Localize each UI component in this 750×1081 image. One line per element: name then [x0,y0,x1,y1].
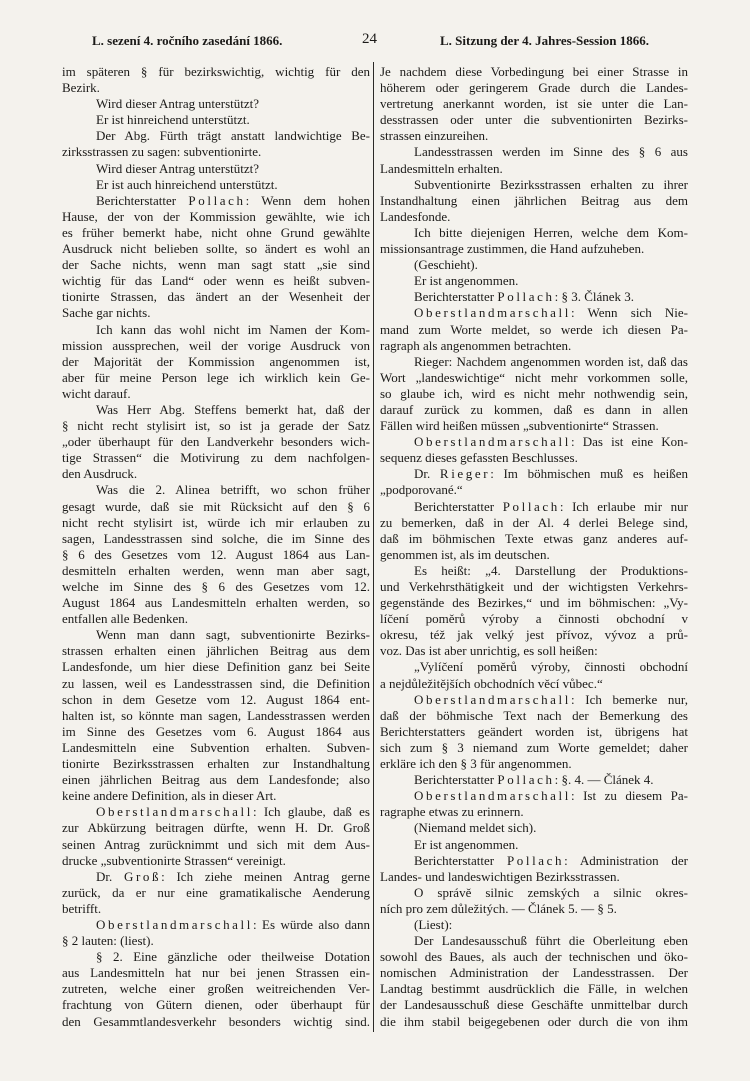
text-line: okresu, též jak velký jest přívoz, vývoz a prů- [380,627,688,643]
speaker-name: Groß [124,868,162,884]
paragraph [62,482,370,627]
text-line: den Gesammtlandesverkehr besonders wichtig sind. [62,1013,370,1029]
speaker-name: Oberstlandmarschall [96,804,253,820]
text-line: Landesmitteln eine Subvention erhalten. Subven- [62,739,370,755]
text-line: Landesfonde, um hier diese Definition ganz bei Seite [62,659,370,675]
text-line: Instandhaltung einen jährlichen Beitrag aus dem [380,192,688,208]
speaker-title: Berichterstatter [414,289,498,305]
speech-text: : Ich ziehe meinen Antrag gerne [161,868,370,884]
paragraph [380,64,688,144]
text-line: Wird dieser Antrag unterstützt? [96,160,260,176]
paragraph [380,354,688,434]
text-line: zu bemerken, daß in der Al. 4 derlei Belege sind, [380,514,688,530]
paragraph [380,885,688,917]
text-line: ragraphe etwas zu erinnern. [380,804,524,820]
text-line: líčení poměrů výroby a činnosti obchodní v [380,611,688,627]
text-line: mission aussprechen, weil der vorige Ausdruck von [62,337,370,353]
text-line: halten ist, so könnte man sagen, Landesstrassen werden [62,707,370,723]
text-line: welche im Sinne des § 6 des Gesetzes vom 12. [62,579,370,594]
text-line [62,917,370,933]
speaker-title: Dr. [414,466,440,482]
text-line: „podporované.“ [380,482,463,498]
text-line: sagen, Landesstrassen sind solche, die im Sinne des [62,530,370,546]
text-line: betrifft. [62,900,102,916]
text-line [62,193,370,209]
text-line: es früher bemerkt habe, nicht ohne Grund gewählte [62,224,370,240]
right-column [380,64,688,1030]
text-line: Hause, der von der Kommission gewählte, wie ich [62,208,370,224]
text-line: § 2 lauten: (liest). [62,933,154,949]
paragraph [380,853,688,885]
text-line: Er ist auch hinreichend unterstützt. [96,176,278,192]
paragraph [380,820,688,836]
speech-text: : Wenn dem hohen [245,192,370,208]
speaker-name: Oberstlandmarschall [414,788,571,804]
paragraph [62,322,370,402]
text-line: desstrassen oder unter die subventionirten Bezirks- [380,112,688,128]
text-line: sowohl des Baues, als auch der technischen und öko- [380,949,688,965]
text-line: Sache gar nichts. [62,305,151,321]
text-line [380,853,688,869]
paragraph [380,563,688,660]
speaker-title: Berichterstatter [414,498,503,514]
paragraph [62,402,370,482]
running-header-german: L. Sitzung der 4. Jahres-Session 1866. [440,33,649,48]
text-line: zur Abkürzung beitragen dürfte, wenn H. Dr. Groß [62,820,370,836]
text-line: Ich kann das wohl nicht im Namen der Kom- [96,321,370,337]
text-line: darauf zurück zu kommen, daß es dann in allen [380,401,688,417]
text-line: Es heißt: „4. Darstellung der Produktions- [414,562,688,578]
paragraph [380,772,688,788]
paragraph [62,177,370,193]
text-line: Bezirk. [62,80,100,96]
paragraph [380,692,688,772]
text-line: Subventionirte Bezirksstrassen erhalten zu ihrer [414,176,688,192]
text-line: strassen einzureihen. [380,128,489,144]
text-line: genommen ist, als im deutschen. [380,546,550,562]
paragraph [380,499,688,563]
speaker-title: Dr. [96,868,124,884]
text-line [62,869,370,885]
text-line: Er ist hinreichend unterstützt. [96,112,250,128]
paragraph [62,869,370,917]
text-line: Er ist angenommen. [414,273,519,289]
text-line [380,305,688,321]
text-line: der Majorität der Kommission angenommen ist, [62,353,370,369]
speaker-title: Berichterstatter [414,772,498,788]
paragraph [380,144,688,176]
text-line: gegenstände des Bezirkes,“ und im böhmischen: „Vy- [380,595,688,611]
text-line: tionirte Bezirksstrassen erhalten zur Instandhaltung [62,756,370,772]
text-line: strassen erhalten einen jährlichen Beitrag aus dem [62,643,370,659]
text-line: ních pro zem důležitých. — Článek 5. — § 5. [380,900,617,916]
text-line: im Sinne des Gesetzes vom 6. August 1864 aus [62,723,370,739]
text-line: Was Herr Abg. Steffens bemerkt hat, daß der [96,401,370,417]
text-line: Rieger: Nachdem angenommen worden ist, daß das [414,353,688,369]
text-line: aus Landesmitteln hat nur bei jenen Strassen ein- [62,965,370,981]
speech-text: : Ich erlaube mir nur [559,498,688,514]
text-line: Fällen wird heißen müssen „subventionirte“ Strassen. [380,418,659,434]
text-line: Landesmitteln erhalten. [380,160,503,176]
text-line [380,434,688,450]
paragraph [62,64,370,96]
text-line: § 2. Eine gänzliche oder theilweise Dotation [96,949,370,965]
paragraph [380,933,688,1030]
text-line: Landtag bestimmt ausdrücklich die Fälle, in welchen [380,981,688,997]
speech-text: : Wenn sich Nie- [570,305,688,321]
paragraph [62,128,370,160]
text-line: und Verkehrsthätigkeit und der wichtigsten Verkehrs- [380,579,688,594]
text-line: mand zum Worte meldet, so werde ich diesen Pa- [380,321,688,337]
text-line: seinen Antrag zurücknimmt und sich mit dem Aus- [62,836,370,852]
paragraph [62,917,370,949]
paragraph [62,112,370,128]
paragraph [62,804,370,868]
text-line: schon in dem Gesetze vom 12. August 1864 ent- [62,691,370,707]
paragraph [380,177,688,225]
speaker-title: Berichterstatter [96,192,189,208]
text-line: der Sache nichts, wenn man sagt statt „sie sind [62,257,370,273]
paragraph [62,161,370,177]
text-line: missionsantrage zustimmen, die Hand aufzuheben. [380,241,645,257]
text-line: daß im böhmischen Texte etwas ganz anderes auf- [380,530,688,546]
text-line: Landesstrassen werden im Sinne des § 6 aus [414,144,688,160]
text-line: a nejdůležitějších obchodních věcí vůbec.“ [380,675,603,691]
text-line [380,772,688,788]
text-line: wichtig für das Land“ oder wenn es heißt subven- [62,273,370,289]
text-line: „Vylíčení poměrů výroby, činnosti obchodní [414,659,688,675]
paragraph [380,273,688,289]
page-number: 24 [362,31,377,47]
text-line: aber für meine Person lege ich wirklich kein Ge- [62,369,370,385]
text-line: Berichterstatters geändert worden ist, übrigens hat [380,723,688,739]
text-line: O správě silnic zemských a silnic okres- [414,884,688,900]
speaker-name: Rieger [439,466,491,482]
paragraph [380,225,688,257]
speaker-name: Pollach [506,852,565,868]
text-line: Wird dieser Antrag unterstützt? [96,96,260,112]
column-divider [373,62,374,1032]
text-line [380,466,688,482]
text-line: keine andere Definition, als in dieser Art. [62,788,277,804]
speaker-name: Oberstlandmarschall [414,691,571,707]
speech-text: : Das ist eine Kon- [570,434,688,450]
text-line: daß der böhmische Text nach der Bemerkung des [380,707,688,723]
speaker-name: Oberstlandmarschall [414,434,571,450]
speech-text: : §. 4. — Článek 4. [554,772,654,788]
text-line: nomischen Administration der Landesstrassen. Der [380,965,688,981]
text-line: § nicht recht stylisirt ist, so ist ja gerade der Satz [62,418,370,434]
text-line: zutreten, welche einer großen weitreichenden Ver- [62,981,370,997]
text-line: der Landesausschuß diese Geschäfte unmittelbar durch [380,997,688,1013]
text-line: August 1864 aus Landesmitteln erhalten werden, so [62,595,370,611]
text-line: zirksstrassen zu sagen: subventionirte. [62,144,262,160]
speaker-name: Pollach [502,498,560,514]
text-line: § 6 des Gesetzes vom 12. August 1864 aus Lan- [62,546,370,562]
text-line: tionirte Strassen, das ändert an der Wesenheit der [62,289,370,305]
running-header-czech: L. sezení 4. ročního zasedání 1866. [92,33,283,48]
text-line: Je nachdem diese Vorbedingung bei einer Strasse in [380,64,688,79]
text-line [380,692,688,708]
speech-text: : § 3. Článek 3. [554,289,635,305]
text-line [380,289,688,305]
text-line: „oder überhaupt für den Landverkehr besonders wich- [62,434,370,450]
paragraph [380,659,688,691]
text-line: Ausdruck nicht belieben sollte, so ändert es wohl an [62,241,370,257]
text-line: wicht darauf. [62,385,131,401]
left-column [62,64,370,1030]
text-line: ragraph als angenommen betrachten. [380,337,572,353]
text-line: Wort „landeswichtige“ nicht mehr vorkommen solle, [380,369,688,385]
text-line: (Geschieht). [414,257,478,273]
text-line: nicht recht stylisirt ist, würde ich mir erlauben zu [62,514,370,530]
text-line: tige Strassen“ die Motivirung zu dem nachfolgen- [62,450,370,466]
text-line: so glaube ich, wird es nicht mehr nothwendig sein, [380,385,688,401]
text-line: sequenz dieses gefassten Beschlusses. [380,450,578,466]
text-line: voz. Das ist aber unrichtig, es soll heißen: [380,643,598,659]
text-line: Er ist angenommen. [414,836,519,852]
text-line: gesagt wurde, daß sie mit Rücksicht auf den § 6 [62,498,370,514]
text-line [380,499,688,515]
text-line: den Ausdruck. [62,466,138,482]
speaker-name: Oberstlandmarschall [96,916,253,932]
speech-text: : Administration der [564,852,688,868]
speech-text: : Ist zu diesem Pa- [570,788,688,804]
paragraph [380,289,688,305]
text-line: Landes- und landeswichtigen Bezirksstrassen. [380,868,620,884]
text-line: höherem oder geringerem Grade durch die Landes- [380,80,688,96]
text-line: frachtung von Gütern dienen, oder überhaupt für [62,997,370,1013]
paragraph [380,434,688,466]
text-line: vertretung anerkannt worden, ist sie unter die Lan- [380,96,688,112]
paragraph [380,837,688,853]
speaker-name: Pollach [497,289,555,305]
text-line: (Niemand meldet sich). [414,820,537,836]
text-line: Der Landesausschuß führt die Oberleitung eben [414,933,688,949]
text-line: im späteren § für bezirkswichtig, wichtig für den [62,64,370,79]
text-line: erkläre ich den § 3 für angenommen. [380,756,572,772]
paragraph [380,788,688,820]
speech-text: : Ich glaube, daß es [252,804,370,820]
speech-text: : Im böhmischen muß es heißen [490,466,689,482]
speech-text: : Ich bemerke nur, [570,691,688,707]
text-line: Ich bitte diejenigen Herren, welche dem Kom- [414,224,688,240]
text-line: Der Abg. Fürth trägt anstatt landwichtige Be- [96,128,370,144]
speaker-name: Pollach [497,772,555,788]
text-line: Wenn man dann sagt, subventionirte Bezirks- [96,627,370,643]
paragraph [62,193,370,322]
paragraph [62,949,370,1029]
text-line: einen jährlichen Beitrag aus dem Landesfonde; also [62,772,370,788]
paragraph [380,257,688,273]
text-line [62,804,370,820]
text-line: zu lassen, weil es Landesstrassen sind, die Definition [62,675,370,691]
text-line: (Liest): [414,916,453,932]
text-line [380,788,688,804]
speaker-name: Oberstlandmarschall [414,305,571,321]
paragraph [380,466,688,498]
text-line: Landesfonde. [380,208,451,224]
paragraph [380,917,688,933]
text-line: die ihm stabil beigegebenen oder durch die von ihm [380,1013,688,1029]
text-line: Was die 2. Alinea betrifft, wo schon früher [96,482,370,498]
text-line: drucke „subventionirte Strassen“ vereinigt. [62,852,286,868]
text-line: sich zum § 3 niemand zum Worte gemeldet; daher [380,739,688,755]
speaker-title: Berichterstatter [414,852,507,868]
speech-text: : Es würde also dann [252,916,370,932]
text-line: entfallen alle Bedenken. [62,611,188,627]
paragraph [62,96,370,112]
speaker-name: Pollach [188,192,246,208]
paragraph [62,627,370,804]
text-line: zurück, da er nur eine gramatikalische Aenderung [62,884,370,900]
paragraph [380,305,688,353]
text-line: desmitteln erhalten werden, wenn man aber sagt, [62,562,370,578]
